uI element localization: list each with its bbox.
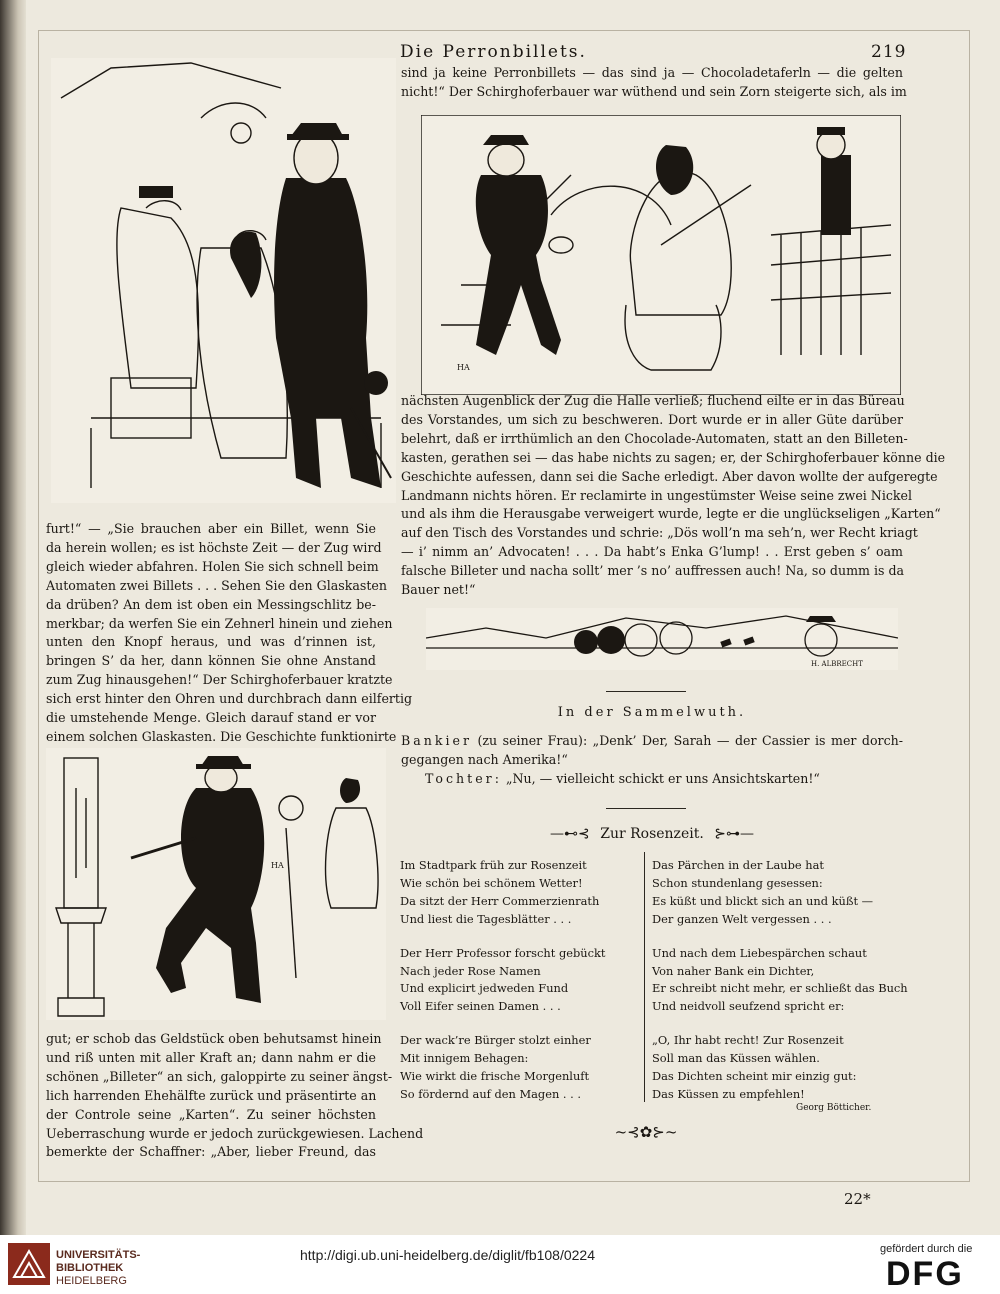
text-line: unten den Knopf heraus, und was d’rinnen ist, — [46, 634, 376, 650]
illustration-drawing — [421, 115, 901, 395]
text-line: sich erst hinter den Ohren und durchbrach dann eilfertig — [46, 691, 413, 707]
illustration-farmer-runs-off — [421, 115, 901, 395]
funding-label: gefördert durch die — [880, 1243, 973, 1255]
poem-line: Und liest die Tagesblätter . . . — [400, 911, 572, 926]
poem-right-column — [652, 857, 907, 1120]
poem-line: Wie schön bei schönem Wetter! — [400, 875, 583, 890]
viewer-footer — [0, 1235, 1000, 1294]
poem-left-column — [400, 857, 640, 1120]
poem-line: Im Stadtpark früh zur Rosenzeit — [400, 858, 587, 872]
text-line: sind ja keine Perronbillets — das sind ja — Chocoladetaferln — die gelten — [401, 65, 903, 80]
anecdote-text — [401, 732, 903, 789]
text-line: und riß unten mit aller Kraft an; dann nahm er die — [46, 1049, 376, 1065]
poem-line: Von naher Bank ein Dichter, — [652, 963, 815, 978]
text-line: gut; er schob das Geldstück oben behutsamst hinein — [46, 1031, 382, 1046]
illustration-vending-machine — [46, 748, 386, 1020]
text-line: kasten, gerathen sei — das habe nichts zu sagen; er, der Schirghoferbauer könne die — [401, 449, 946, 465]
poem-line: Soll man das Küssen wählen. — [652, 1051, 820, 1066]
text-line: da herein wollen; es ist höchste Zeit — der Zug wird — [46, 539, 382, 555]
anecdote-speech: (zu seiner Frau): „Denk’ Der, Sarah — der Cassier is mer dorch- — [477, 733, 903, 748]
poem-line: Es küßt und blickt sich an und küßt — — [652, 893, 874, 908]
poem-line: Voll Eifer seinen Damen . . . — [400, 999, 561, 1014]
poem-stanza — [652, 857, 907, 929]
text-line: furt!“ — „Sie brauchen aber ein Billet, wenn Sie — [46, 521, 376, 536]
text-line: bringen S’ da her, dann können Sie ohne Anstand — [46, 653, 376, 669]
text-line: zum Zug hinausgehen!“ Der Schirghoferbauer kratzte — [46, 672, 393, 688]
text-line: der Controle seine „Karten“. Zu seiner höchsten — [46, 1106, 376, 1122]
poem-line: Das Küssen zu empfehlen! — [652, 1086, 805, 1101]
poem-line: Wie wirkt die frische Morgenluft — [400, 1069, 590, 1084]
library-name-line: HEIDELBERG — [56, 1275, 127, 1287]
poem-column-divider — [644, 852, 645, 1102]
text-line: bemerkte der Schaffner: „Aber, lieber Freund, das — [46, 1144, 376, 1160]
section-divider — [606, 691, 686, 692]
text-line: auf den Tisch des Vorstandes und schrie: „Dös woll’n ma seh’n, wer Recht kriagt — [401, 525, 918, 541]
text-line: — i’ nimm an’ Advocaten! . . . Da habt’s Enka G’lump! . . Erst geben s’ oam — [401, 544, 903, 560]
text-line: schönen „Billeter“ an sich, galoppirte zu seiner ängst- — [46, 1068, 393, 1084]
poem-line: Und neidvoll seufzend spricht er: — [652, 999, 845, 1014]
illustration-drawing — [51, 58, 396, 503]
anecdote-speech: „Nu, — vielleicht schickt er uns Ansichtskarten!“ — [505, 770, 820, 786]
text-line: nicht!“ Der Schirghoferbauer war wüthend und sein Zorn steigerte sich, als im — [401, 83, 907, 99]
text-line: nächsten Augenblick der Zug die Halle verließ; fluchend eilte er in das Büreau — [401, 393, 905, 408]
illustration-signature: HA — [271, 861, 284, 870]
poem-line: Schon stundenlang gesessen: — [652, 875, 823, 890]
illustration-conductor-stops-farmer — [51, 58, 396, 503]
text-line: des Vorstandes, um sich zu beschweren. Dort wurde er in aller Güte darüber — [401, 411, 903, 427]
university-library-logo-icon — [8, 1243, 50, 1285]
left-column-text-top — [46, 520, 413, 747]
poem-line: Mit innigem Behagen: — [400, 1051, 529, 1066]
poem-stanza — [652, 945, 907, 1017]
anecdote-speaker: Tochter: — [425, 770, 502, 786]
closing-ornament: ~⊰✿⊱~ — [614, 1123, 678, 1141]
illustration-heads-strip — [426, 608, 898, 670]
poem-line: Er schreibt nicht mehr, er schließt das Buch — [652, 981, 908, 996]
poem-stanza — [400, 857, 640, 929]
poem-line: „O, Ihr habt recht! Zur Rosenzeit — [652, 1033, 844, 1048]
text-line: gleich wieder abfahren. Holen Sie sich schnell beim — [46, 558, 379, 574]
anecdote-line: gegangen nach Amerika!“ — [401, 751, 568, 767]
text-line: Automaten zwei Billets . . . Sehen Sie den Glaskasten — [46, 577, 387, 593]
right-column-text-top — [401, 64, 907, 102]
poem-stanza — [400, 1032, 640, 1104]
text-line: lich harrenden Ehehälfte zurück und präsentirte an — [46, 1087, 377, 1103]
text-line: belehrt, daß er irrthümlich an den Chocolade-Automaten, statt an den Billeten- — [401, 430, 908, 446]
poem-line: So fördernd auf den Magen . . . — [400, 1086, 582, 1101]
text-line: einem solchen Glaskasten. Die Geschichte funktionirte — [46, 728, 397, 744]
poem-line: Das Dichten scheint mir einzig gut: — [652, 1069, 857, 1084]
anecdote-speaker: Bankier — [401, 733, 473, 748]
text-line: Bauer net!“ — [401, 582, 476, 598]
anecdote-line — [401, 770, 903, 789]
section-divider — [606, 808, 686, 809]
poem-line: Das Pärchen in der Laube hat — [652, 858, 824, 872]
text-line: Landmann nichts hören. Er reclamirte in ungestümster Weise seine zwei Nickel — [401, 487, 913, 503]
illustration-signature: H. ALBRECHT — [811, 660, 863, 668]
poem-line: Nach jeder Rose Namen — [400, 963, 541, 978]
dfg-logo: DFG — [886, 1255, 964, 1293]
signature-mark: 22* — [844, 1190, 871, 1208]
poem-line: Und nach dem Liebespärchen schaut — [652, 945, 867, 960]
library-name-line: UNIVERSITÄTS- — [56, 1249, 141, 1261]
left-column-text-bottom — [46, 1030, 424, 1162]
illustration-drawing — [46, 748, 386, 1020]
poem-author: Georg Bötticher. — [796, 1103, 872, 1113]
text-line: Ueberraschung wurde er jedoch zurückgewiesen. Lachend — [46, 1125, 424, 1141]
poem-line: Und explicirt jedweden Fund — [400, 981, 569, 996]
library-name-line: BIBLIOTHEK — [56, 1262, 124, 1274]
text-line: Geschichte aufessen, dann sei die Sache erledigt. Aber davon wollte der aufgeregte — [401, 468, 938, 484]
ornament-left: —⊷⊰ — [550, 826, 590, 842]
illustration-signature: HA — [457, 363, 470, 372]
permalink-url[interactable]: http://digi.ub.uni-heidelberg.de/diglit/fb108/0224 — [300, 1247, 595, 1263]
poem-stanza — [400, 945, 640, 1017]
illustration-drawing — [426, 608, 898, 670]
poem-line: Der wack’re Bürger stolzt einher — [400, 1033, 591, 1048]
poem-title: Zur Rosenzeit. — [600, 826, 704, 842]
poem-line: Der ganzen Welt vergessen . . . — [652, 911, 832, 926]
library-name — [56, 1249, 140, 1288]
text-line: da drüben? An dem ist oben ein Messingschlitz be- — [46, 596, 376, 612]
poem-title-row — [401, 826, 903, 842]
scanned-page — [26, 0, 1000, 1235]
anecdote-title: In der Sammelwuth. — [557, 705, 747, 720]
poem-stanza — [652, 1032, 907, 1104]
right-column-text-middle — [401, 392, 946, 600]
page-number: 219 — [871, 42, 907, 62]
poem-line: Da sitzt der Herr Commerzienrath — [400, 893, 600, 908]
ornament-right: ⊱⊶— — [714, 826, 754, 842]
poem-line: Der Herr Professor forscht gebückt — [400, 945, 606, 960]
anecdote-line — [401, 732, 903, 751]
text-line: falsche Billeter und nacha sollt’ mer ’s no’ auffressen auch! Na, so dumm is da — [401, 563, 905, 579]
book-gutter — [0, 0, 26, 1235]
text-line: die umstehende Menge. Gleich darauf stand er vor — [46, 710, 376, 726]
text-line: und als ihm die Herausgabe verweigert wurde, legte er die unglückseligen „Karten“ — [401, 506, 941, 522]
page-title: Die Perronbillets. — [400, 42, 587, 62]
text-line: merkbar; da werfen Sie ein Zehnerl hinein und ziehen — [46, 615, 393, 631]
